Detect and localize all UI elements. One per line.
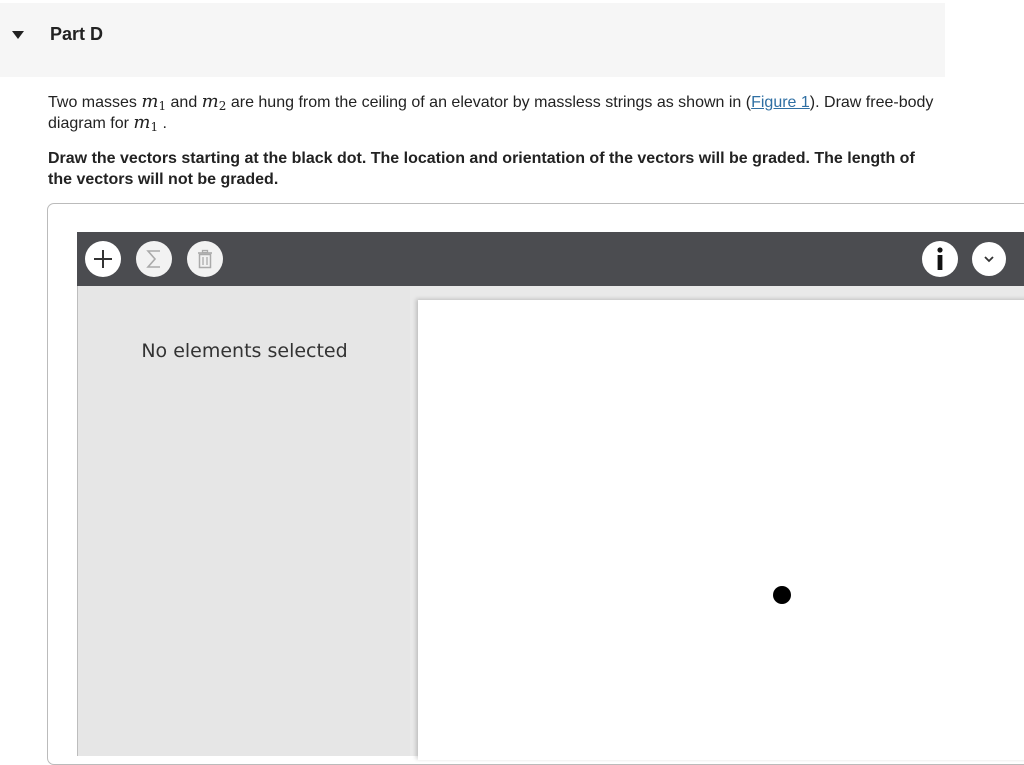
part-header[interactable] xyxy=(0,3,945,77)
question-fragment: are hung from the ceiling of an elevator by massless strings as shown in ( xyxy=(226,94,752,111)
question-fragment: and xyxy=(166,94,202,111)
canvas-area xyxy=(410,286,1024,756)
plus-icon xyxy=(92,248,114,270)
options-menu-button[interactable] xyxy=(972,242,1006,276)
sigma-icon xyxy=(143,248,165,270)
part-title: Part D xyxy=(50,24,104,44)
add-vector-button[interactable] xyxy=(85,241,121,277)
instructions: Draw the vectors starting at the black dot. The location and orientation of the vectors will be graded. The length of the vectors will not be graded. xyxy=(48,150,915,188)
info-button[interactable] xyxy=(922,241,958,277)
figure-1-link[interactable]: Figure 1 xyxy=(751,94,810,111)
question-fragment: ). Draw free-body diagram for xyxy=(48,94,934,132)
delete-button[interactable] xyxy=(187,241,223,277)
mass-1-symbol: $m_1$ xyxy=(141,91,167,113)
drawing-canvas[interactable] xyxy=(418,300,1024,760)
chevron-down-icon xyxy=(982,252,996,266)
question-text xyxy=(48,92,948,134)
vector-sum-button[interactable] xyxy=(136,241,172,277)
properties-panel xyxy=(77,286,411,756)
trash-icon xyxy=(194,248,216,270)
mass-1-symbol: $m_1$ xyxy=(133,112,159,134)
info-icon xyxy=(929,246,951,272)
mass-2-symbol: $m_2$ xyxy=(201,91,227,113)
origin-black-dot xyxy=(773,586,791,604)
selection-status: No elements selected xyxy=(141,340,348,362)
question-fragment: . xyxy=(158,115,167,132)
drawing-toolbar xyxy=(77,232,1024,286)
collapse-triangle-icon[interactable] xyxy=(12,31,24,39)
question-fragment: Two masses xyxy=(48,94,142,111)
